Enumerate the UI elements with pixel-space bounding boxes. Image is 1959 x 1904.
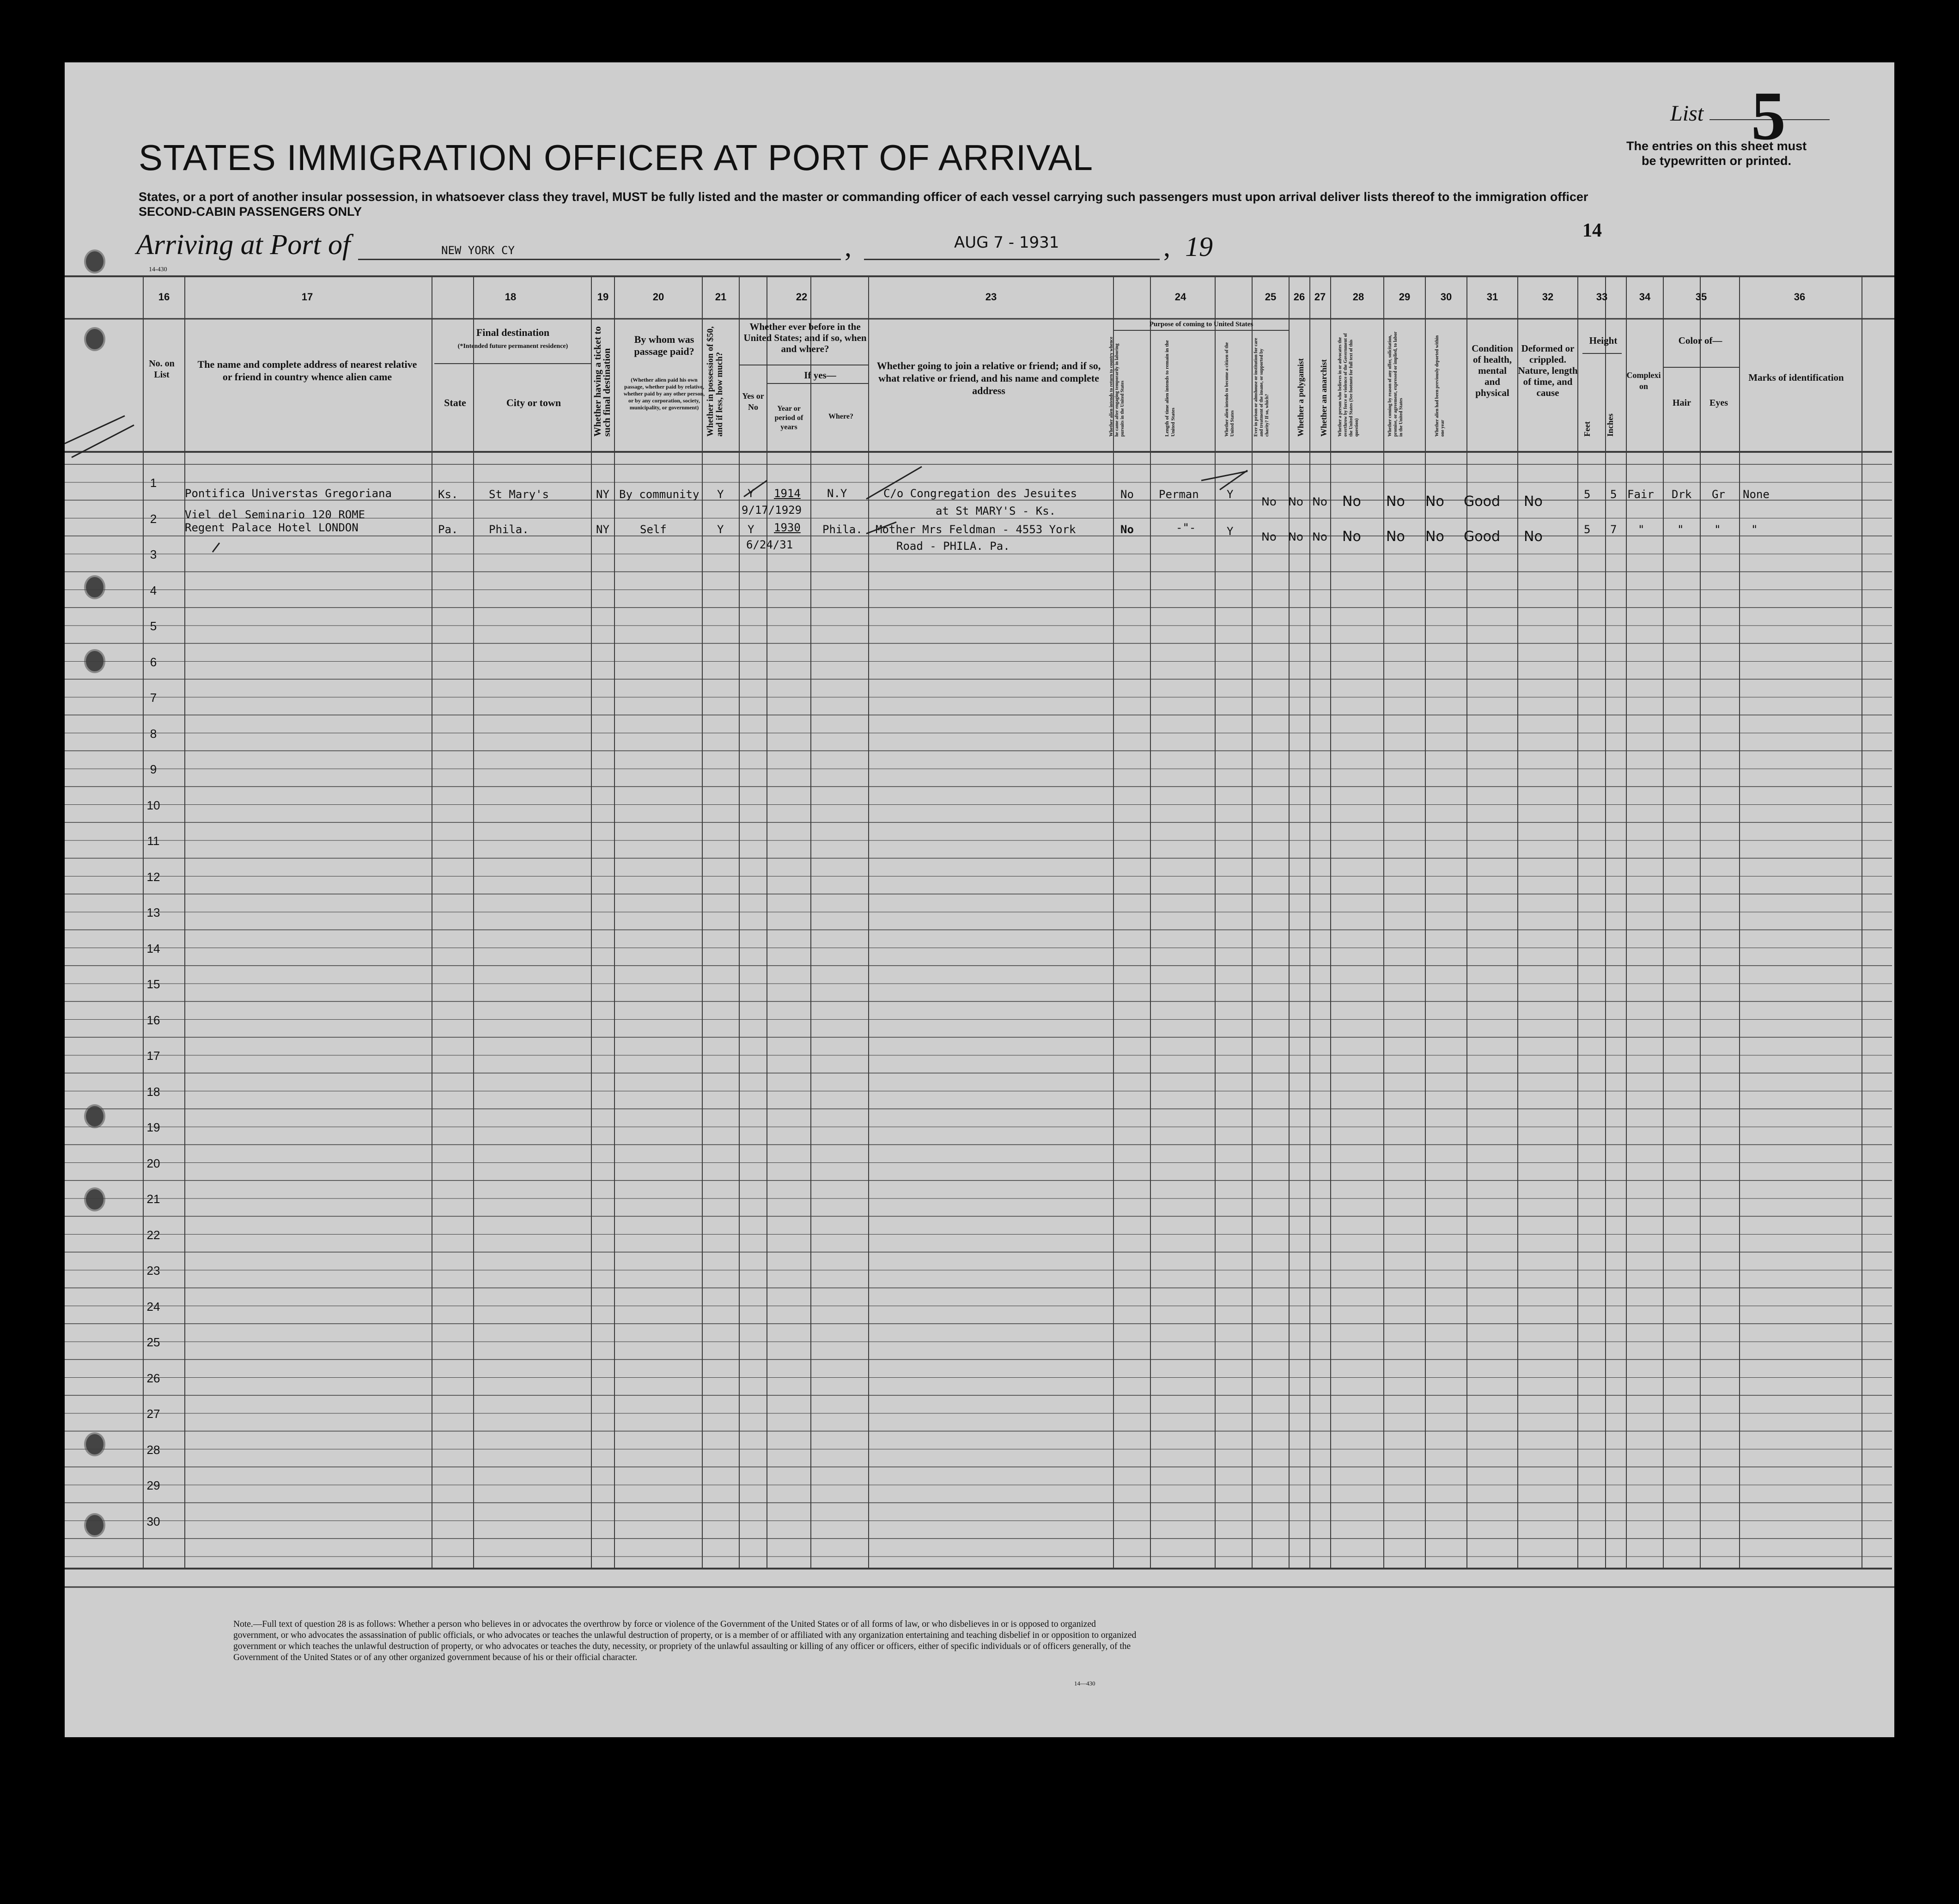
column-number: 29 — [1399, 291, 1411, 303]
row-number: 15 — [146, 977, 160, 991]
row-number: 2 — [150, 511, 157, 526]
entry2-fifty: Y — [717, 523, 724, 536]
entry2-ticket: NY — [596, 523, 609, 536]
column-number: 21 — [715, 291, 727, 303]
entry2-eyes: " — [1714, 523, 1721, 536]
entry2-paid-by: Self — [640, 523, 667, 536]
entries-note-line-1: The entries on this sheet must — [1626, 139, 1807, 153]
entry1-marks: Nonе — [1743, 488, 1770, 501]
entry2-state: Pa. — [438, 523, 458, 536]
header-33-feet: Feet — [1582, 421, 1592, 437]
column-number: 36 — [1794, 291, 1806, 303]
header-22: Whether ever before in the United States; and if so, when and where? — [743, 321, 867, 354]
page-number: 14 — [1582, 220, 1602, 241]
entry1-health: Good — [1464, 493, 1500, 510]
entry1-fifty: Y — [717, 488, 724, 501]
entry2-city: Phila. — [489, 523, 529, 536]
entry1-overthrow: No — [1342, 493, 1361, 510]
column-number: 33 — [1596, 291, 1608, 303]
form-title: STATES IMMIGRATION OFFICER AT PORT OF ARRIVAL — [139, 137, 1094, 178]
column-number: 23 — [985, 291, 997, 303]
entry1-inches: 5 — [1610, 488, 1617, 501]
year-label: 19 — [1185, 231, 1213, 262]
entry1-complexion: Fair — [1627, 488, 1654, 501]
entry2-prison: No — [1261, 530, 1277, 543]
entry2-relative-line1: Regent Palace Hotel LONDON — [185, 521, 359, 534]
entry2-health: Good — [1464, 529, 1500, 545]
entry2-length-stay: -"- — [1176, 521, 1196, 534]
header-18: Final destination — [476, 327, 550, 338]
column-number: 31 — [1486, 291, 1498, 303]
header-24-a: Whether alien intends to return to country whence he came after engaging temporarily in laboring pursuits in the United States — [1109, 336, 1125, 437]
row-number: 22 — [146, 1228, 160, 1242]
entry1-anarchist: No — [1312, 495, 1327, 508]
header-18-city: City or town — [506, 397, 561, 408]
entry1-feet: 5 — [1584, 488, 1591, 501]
column-number: 26 — [1293, 291, 1305, 303]
header-22-where: Where? — [828, 413, 853, 420]
entry2-return: No — [1120, 523, 1134, 536]
arriving-label: Arriving at Port of — [136, 229, 351, 261]
row-number: 26 — [146, 1371, 160, 1385]
header-26: Whether a polygamist — [1296, 358, 1305, 437]
entry1-labor-offer: No — [1386, 493, 1405, 510]
column-number: 27 — [1314, 291, 1326, 303]
column-number: 30 — [1440, 291, 1452, 303]
footnote-text: Note.—Full text of question 28 is as follows: Whether a person who believes in or advocates the overthrow by force or violence of the Government of the United States or of all forms of law, or who disbelieves in or is opposed to organized government, or who advocates the assassination of public officials, or who advocates or teaches the unlawful destruction of property, or is a member of or affiliated with any organization entertaining and teaching disbelief in or opposition to organized government or which teaches the unlawful destruction of property, or who advocates or teaches the duty, necessity, or propriety of the unlawful assaulting or killing of any officer or officers, either of specific individuals or of officers generally, of the Government of the United States or of any other organized government because of his or their official character. — [233, 1619, 1137, 1662]
row-number: 19 — [146, 1120, 160, 1134]
header-25: Ever in prison or almshouse or institution for care and treatment of the insane, or supported by charity? If so, which? — [1253, 338, 1270, 437]
row-number: 25 — [146, 1335, 160, 1349]
entry1-paid-by: By community — [619, 488, 700, 501]
header-18-note: (*Intended future permanent residence) — [457, 343, 568, 350]
entry2-deported: No — [1425, 529, 1444, 545]
header-33: Height — [1589, 335, 1618, 346]
entry1-state: Ks. — [438, 488, 458, 501]
header-35: Color of— — [1678, 335, 1722, 346]
row-number: 17 — [146, 1049, 160, 1063]
header-23: Whether going to join a relative or friend; and if so, what relative or friend, and his name and complete address — [876, 360, 1101, 396]
entry1-eyes: Gr — [1712, 488, 1725, 501]
instruction-line-2: SECOND-CABIN PASSENGERS ONLY — [139, 205, 362, 219]
comma: , — [1163, 231, 1170, 262]
row-number: 30 — [146, 1514, 160, 1528]
row-number: 5 — [150, 619, 157, 633]
entry2-before-yes: Y — [748, 523, 754, 536]
row-number: 18 — [146, 1084, 160, 1099]
row-number: 7 — [150, 691, 157, 705]
column-number: 32 — [1542, 291, 1554, 303]
header-22-ifyes: If yes— — [804, 370, 836, 381]
footnote-code: 14—430 — [1074, 1680, 1095, 1687]
entry2-labor-offer: No — [1386, 529, 1405, 545]
header-22-yesno: Yes or No — [742, 391, 764, 412]
row-number: 4 — [150, 583, 157, 597]
row-number: 1 — [150, 476, 157, 490]
entry1-length-stay: Perman — [1159, 488, 1199, 501]
column-number: 20 — [652, 291, 664, 303]
row-number: 8 — [150, 726, 157, 741]
port-value: NEW YORK CY — [441, 244, 515, 257]
row-number: 21 — [146, 1192, 160, 1206]
entry1-citizen: Y — [1227, 488, 1234, 501]
header-30: Whether alien had been previously deported within one year — [1435, 335, 1445, 437]
row-number: 3 — [150, 547, 157, 561]
header-21: Whether in possession of $50, and if less, how much? — [706, 326, 724, 437]
entry1-before-year1: 1914 — [774, 487, 801, 500]
entry2-deformed: No — [1524, 529, 1543, 545]
column-number: 18 — [505, 291, 517, 303]
entry2-complexion: " — [1638, 523, 1645, 536]
header-27: Whether an anarchist — [1319, 359, 1328, 437]
header-24-b: Length of time alien intends to remain in the United States — [1164, 340, 1176, 437]
header-20-note: (Whether alien paid his own passage, whether paid by relative, whether paid by any other person, or by any corporation, society, municipality, or government) — [623, 377, 705, 411]
entry1-ticket: NY — [596, 488, 609, 501]
row-number: 28 — [146, 1442, 160, 1457]
header-17: The name and complete address of nearest relative or friend in country whence alien came — [197, 359, 417, 383]
row-number: 16 — [146, 1013, 160, 1027]
header-33-inches: Inches — [1606, 413, 1615, 437]
entry2-anarchist: No — [1312, 530, 1327, 543]
header-35-eyes: Eyes — [1710, 398, 1728, 408]
entry2-before-where: Phila. — [822, 523, 863, 536]
entry1-prison: No — [1261, 495, 1277, 508]
list-number: 5 — [1751, 78, 1786, 154]
row-number: 27 — [146, 1407, 160, 1421]
column-number: 34 — [1639, 291, 1651, 303]
header-16: No. on List — [149, 359, 175, 380]
entry2-join-line1: Mother Mrs Feldman - 4553 York — [876, 523, 1076, 536]
row-number: 23 — [146, 1264, 160, 1277]
row-number: 9 — [150, 762, 157, 776]
row-number: 10 — [146, 798, 160, 812]
entry2-before-year1: 1930 — [774, 521, 801, 534]
row-number: 20 — [146, 1156, 160, 1170]
entry2-polygamist: No — [1288, 530, 1303, 543]
entry2-marks: " — [1751, 523, 1758, 536]
entry1-join-line2: at St MARY'S - Ks. — [936, 505, 1056, 517]
entry2-hair: " — [1677, 523, 1684, 536]
header-34: Complexion — [1626, 371, 1661, 391]
column-number: 28 — [1352, 291, 1364, 303]
header-35-hair: Hair — [1673, 398, 1691, 408]
entry1-return: No — [1120, 488, 1134, 501]
row-number: 24 — [146, 1299, 160, 1314]
header-22-year: Year or period of years — [774, 405, 803, 431]
header-32: Deformed or crippled. Nature, length of time, and cause — [1518, 343, 1578, 398]
entry1-hair: Drk — [1672, 488, 1692, 501]
row-number: 14 — [146, 941, 160, 955]
entry1-relative-line2: Viel del Seminario 120 ROME — [185, 508, 365, 521]
header-36: Marks of identification — [1748, 372, 1844, 383]
entry1-deformed: No — [1524, 493, 1543, 510]
header-19: Whether having a ticket to such final destination — [592, 326, 612, 437]
entry2-before-year2: 6/24/31 — [746, 538, 793, 551]
column-number: 35 — [1695, 291, 1707, 303]
column-number: 25 — [1265, 291, 1277, 303]
entry2-citizen: Y — [1227, 525, 1234, 538]
row-number: 6 — [150, 655, 157, 669]
column-number: 22 — [796, 291, 808, 303]
date-value: AUG 7 - 1931 — [954, 233, 1059, 252]
instruction-line-1: States, or a port of another insular possession, in whatsoever class they travel, MUST be fully listed and the master or commanding officer of each vessel carrying such passengers must upon arrival deliver lists thereof to the immigration officer — [139, 190, 1588, 204]
entry1-before-year2: 9/17/1929 — [742, 504, 802, 517]
column-number: 24 — [1174, 291, 1186, 303]
entry1-before-where: N.Y — [827, 487, 847, 500]
form-code: 14-430 — [149, 266, 167, 273]
entry2-overthrow: No — [1342, 529, 1361, 545]
header-24-c: Whether alien intends to become a citizen of the United States — [1224, 342, 1235, 437]
entry2-join-line2: Road - PHILA. Pa. — [896, 540, 1010, 553]
header-31: Condition of health, mental and physical — [1472, 343, 1513, 398]
column-number: 17 — [301, 291, 313, 303]
entry2-inches: 7 — [1610, 523, 1617, 536]
row-number: 29 — [146, 1478, 160, 1492]
column-number: 19 — [597, 291, 609, 303]
row-number: 11 — [147, 834, 160, 848]
header-24: Purpose of coming to United States — [1149, 321, 1253, 328]
entry2-feet: 5 — [1584, 523, 1591, 536]
entry1-before-yes: Y — [748, 487, 754, 500]
row-number: 13 — [146, 906, 160, 919]
row-number: 12 — [146, 870, 160, 884]
entry1-polygamist: No — [1288, 495, 1303, 508]
column-number: 16 — [158, 291, 170, 303]
header-29: Whether coming by reason of any offer, solicitation, promise, or agreement, expressed or implied, to labor in the United States — [1387, 331, 1404, 437]
comma: , — [845, 231, 852, 262]
entry1-city: St Mary's — [489, 488, 549, 501]
entry1-relative-line1: Pontifica Universtas Gregoriana — [185, 487, 392, 500]
header-20: By whom was passage paid? — [634, 334, 694, 357]
header-28: Whether a person who believes in or advocates the overthrow by force or violence of the Government of the United States (See footnote for full text of this question) — [1338, 333, 1359, 437]
header-18-state: State — [444, 397, 466, 408]
entry1-join-line1: C/o Congregation des Jesuites — [883, 487, 1077, 500]
entry1-deported: No — [1425, 493, 1444, 510]
entries-note-line-2: be typewritten or printed. — [1642, 154, 1792, 168]
list-label: List — [1670, 101, 1704, 126]
